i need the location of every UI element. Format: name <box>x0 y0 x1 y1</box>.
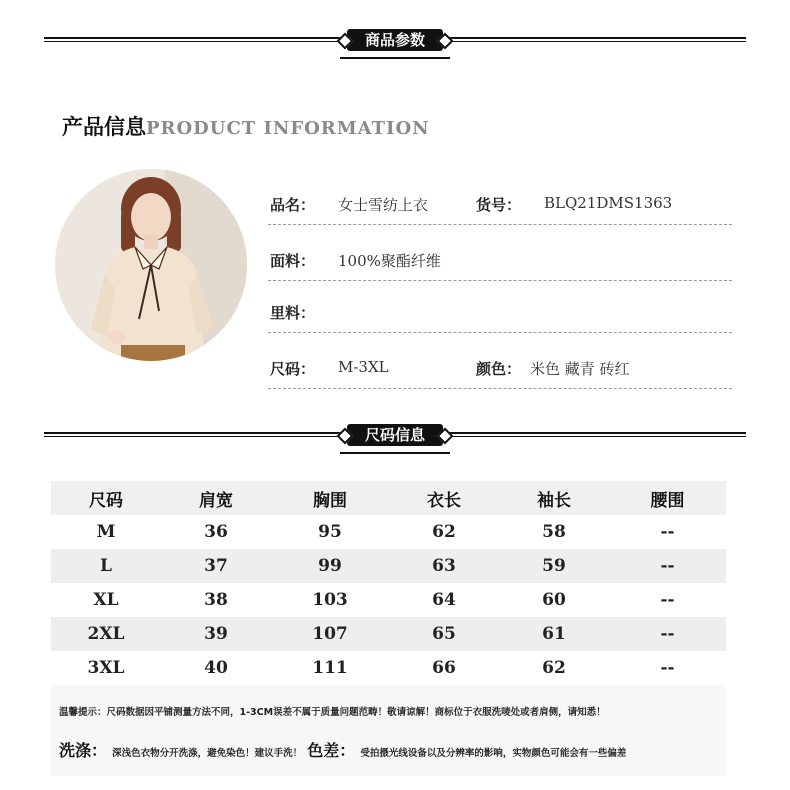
cell-waist: -- <box>609 651 726 685</box>
cell-size: 2XL <box>51 617 161 651</box>
header-waist: 腰围 <box>609 481 726 515</box>
size-label: 尺码： <box>270 360 316 378</box>
params-banner-label: 商品参数 <box>347 29 443 51</box>
color-diff-label: 色差： <box>307 741 356 760</box>
lining-label: 里料： <box>270 304 316 322</box>
color-value: 米色 藏青 砖红 <box>530 360 630 378</box>
product-info-title-en: PRODUCT INFORMATION <box>146 118 430 139</box>
header-length: 衣长 <box>389 481 499 515</box>
fabric-label: 面料： <box>270 252 316 270</box>
table-row <box>51 515 726 549</box>
banner-underline <box>340 57 450 59</box>
cell-size: L <box>51 549 161 583</box>
name-label: 品名： <box>270 196 316 214</box>
cell-size: M <box>51 515 161 549</box>
cell-waist: -- <box>609 515 726 549</box>
cell-shoulder: 40 <box>161 651 271 685</box>
cell-waist: -- <box>609 549 726 583</box>
cell-size: XL <box>51 583 161 617</box>
wash-text: 深浅色衣物分开洗涤，避免染色！建议手洗！ <box>112 748 303 759</box>
cell-waist: -- <box>609 583 726 617</box>
size-table <box>51 481 726 685</box>
cell-chest: 95 <box>271 515 389 549</box>
cell-sleeve: 62 <box>499 651 609 685</box>
table-row <box>51 651 726 685</box>
cell-sleeve: 61 <box>499 617 609 651</box>
cell-shoulder: 39 <box>161 617 271 651</box>
model-illustration <box>55 169 247 361</box>
cell-waist: -- <box>609 617 726 651</box>
product-info-title <box>62 111 430 141</box>
table-row <box>51 617 726 651</box>
cell-length: 64 <box>389 583 499 617</box>
cell-length: 65 <box>389 617 499 651</box>
cell-sleeve: 59 <box>499 549 609 583</box>
code-value: BLQ21DMS1363 <box>544 194 673 212</box>
measurement-tip: 温馨提示：尺码数据因平铺测量方法不同，1-3CM误差不属于质量问题范畴！敬请谅解！商标位于衣服洗唛处或者肩侧，请知悉！ <box>59 707 606 718</box>
cell-length: 63 <box>389 549 499 583</box>
spec-row-lining <box>268 292 732 333</box>
wash-label: 洗涤： <box>59 741 108 760</box>
size-value: M-3XL <box>338 358 389 376</box>
care-instructions <box>59 738 626 761</box>
header-sleeve: 袖长 <box>499 481 609 515</box>
table-row <box>51 549 726 583</box>
cell-chest: 111 <box>271 651 389 685</box>
cell-length: 62 <box>389 515 499 549</box>
cell-shoulder: 36 <box>161 515 271 549</box>
spec-row-size-color <box>268 348 732 389</box>
model-photo <box>55 169 247 361</box>
spec-row-name <box>268 184 732 225</box>
code-label: 货号： <box>476 196 522 214</box>
cell-length: 66 <box>389 651 499 685</box>
cell-shoulder: 38 <box>161 583 271 617</box>
size-table-panel <box>51 481 726 776</box>
color-label: 颜色： <box>476 360 522 378</box>
banner-underline <box>340 452 450 454</box>
table-row <box>51 583 726 617</box>
cell-size: 3XL <box>51 651 161 685</box>
table-header-row <box>51 481 726 515</box>
name-value: 女士雪纺上衣 <box>338 196 429 214</box>
size-banner <box>44 424 746 446</box>
spec-row-fabric <box>268 240 732 281</box>
cell-sleeve: 60 <box>499 583 609 617</box>
cell-chest: 103 <box>271 583 389 617</box>
header-size: 尺码 <box>51 481 161 515</box>
header-chest: 胸围 <box>271 481 389 515</box>
product-info-title-cn: 产品信息 <box>62 115 146 139</box>
cell-shoulder: 37 <box>161 549 271 583</box>
cell-chest: 99 <box>271 549 389 583</box>
fabric-value: 100%聚酯纤维 <box>338 252 441 270</box>
header-shoulder: 肩宽 <box>161 481 271 515</box>
cell-chest: 107 <box>271 617 389 651</box>
cell-sleeve: 58 <box>499 515 609 549</box>
params-banner <box>44 29 746 51</box>
color-diff-text: 受拍摄光线设备以及分辨率的影响，实物颜色可能会有一些偏差 <box>360 748 627 759</box>
size-banner-label: 尺码信息 <box>347 424 443 446</box>
